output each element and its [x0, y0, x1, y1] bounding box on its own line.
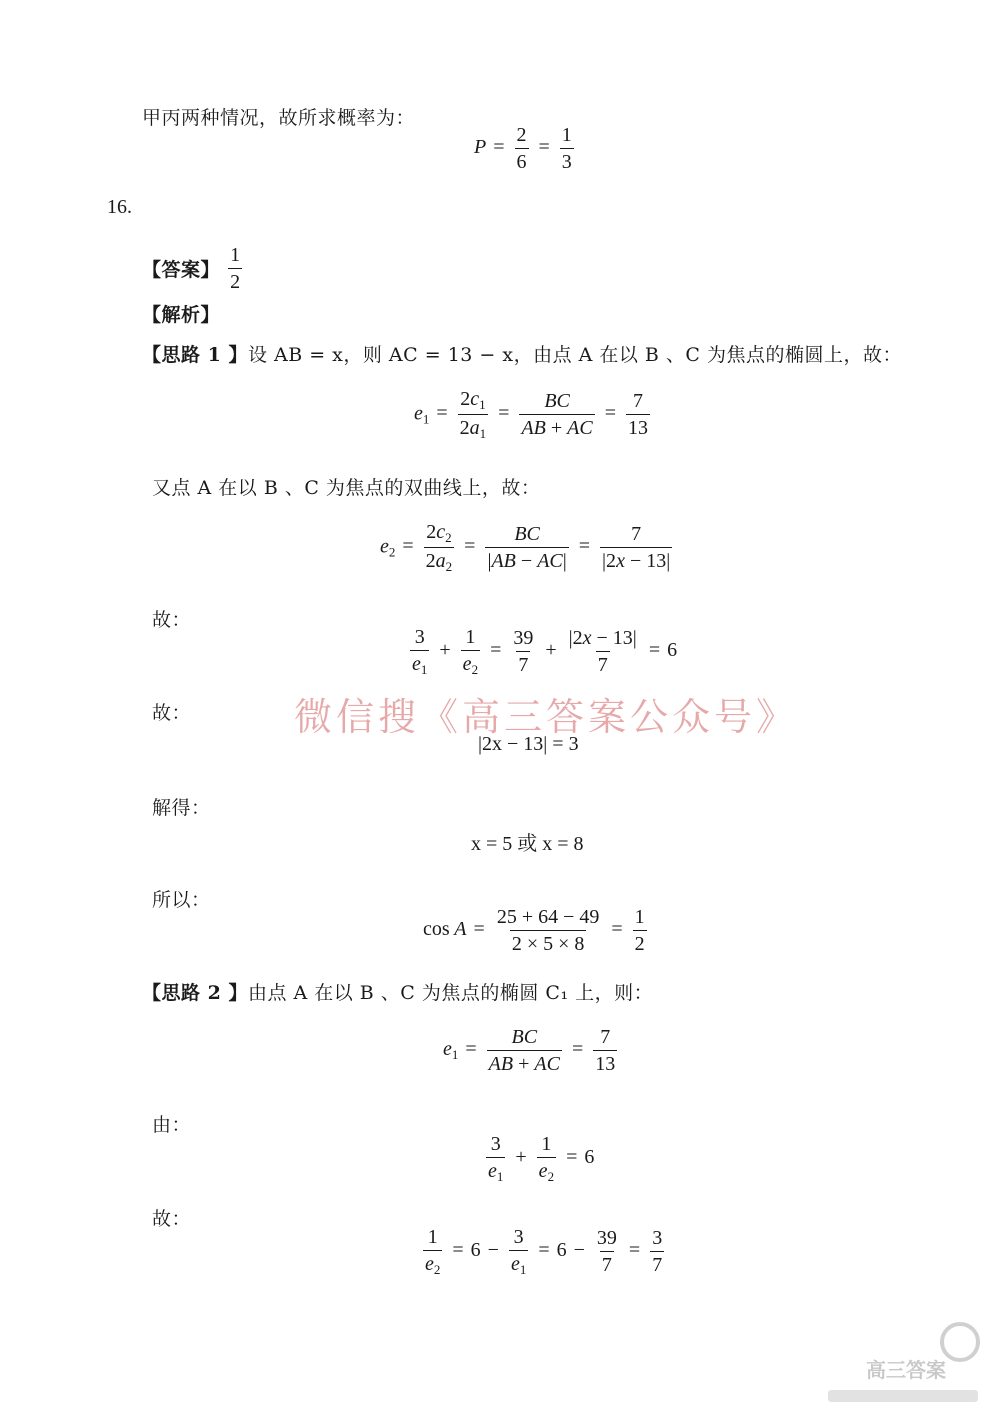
therefore-1: 故： [152, 609, 192, 631]
analysis-label: 【解析】 [142, 304, 221, 326]
solution-text: x = 5 或 x = 8 [471, 833, 584, 855]
by-label: 由： [152, 1114, 192, 1136]
therefore-3: 故： [152, 1208, 192, 1230]
idea1-label: 【思路 1 】 [142, 344, 248, 366]
hyperbola-text: 又点 A 在以 B 、C 为焦点的双曲线上，故： [152, 477, 541, 499]
problem-number: 16. [107, 196, 132, 218]
abs-equation: |2x − 13| = 3 [478, 733, 579, 755]
eq-sum-six: $\frac{3}{e_1}$ + $\frac{1}{e_2}$ = $\frac{39}{7}$ + $\frac{|2x - 13|}{7}$ = 6 [412, 626, 678, 677]
answer-value: $\frac{1}{2}$ [230, 244, 241, 293]
intro-text: 甲丙两种情况，故所求概率为： [142, 107, 416, 129]
footer-stamp-text: 高三答案 [866, 1358, 946, 1382]
idea2-label: 【思路 2 】 [142, 982, 248, 1004]
footer-logo [820, 1320, 990, 1406]
eq-e2-hyperbola: $e_2$ = $\frac{2c_2}{2a_2}$ = $\frac{BC}{|AB - AC|}$ = $\frac{7}{|2x - 13|}$ [380, 521, 671, 575]
eq-e1-second: $e_1$ = $\frac{BC}{AB + AC}$ = $\frac{7}{13}$ [443, 1026, 616, 1075]
answer-label: 【答案】 [142, 259, 221, 281]
idea2-text: 由点 A 在以 B 、C 为焦点的椭圆 C₁ 上，则： [247, 982, 654, 1004]
idea1-line [142, 340, 902, 367]
eq-condition: $\frac{3}{e_1}$ + $\frac{1}{e_2}$ = 6 [488, 1133, 595, 1184]
solve-label: 解得： [152, 797, 211, 819]
so-label: 所以： [152, 889, 211, 911]
eq-final: $\frac{1}{e_2}$ = 6 − $\frac{3}{e_1}$ = 6 − $\frac{39}{7}$ = $\frac{3}{7}$ [425, 1226, 663, 1277]
eq-e1-ellipse: $e_1$ = $\frac{2c_1}{2a_1}$ = $\frac{BC}{AB + AC}$ = $\frac{7}{13}$ [414, 388, 649, 442]
probability-equation: P = $\frac{2}{6}$ = $\frac{1}{3}$ [474, 124, 572, 173]
answer-line [142, 244, 245, 293]
idea2-line [142, 978, 653, 1005]
therefore-2: 故： [152, 702, 192, 724]
watermark-text: 微信搜《高三答案公众号》 [294, 695, 799, 739]
eq-cos-a: cos A = $\frac{25 + 64 - 49}{2 \times 5 \times 8}$ = $\frac{1}{2}$ [423, 906, 645, 955]
idea1-text: 设 AB = x，则 AC = 13 − x，由点 A 在以 B 、C 为焦点的椭圆上，故： [247, 344, 902, 366]
